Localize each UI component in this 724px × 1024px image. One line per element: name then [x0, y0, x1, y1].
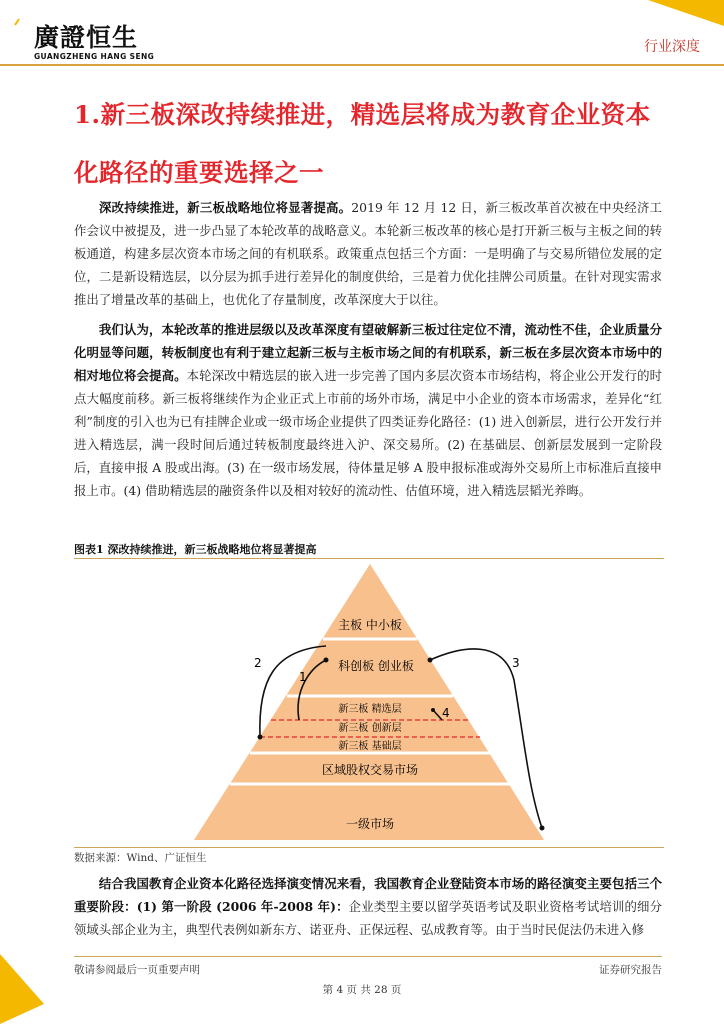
layer-label-innovation-tier: 新三板 创新层 — [338, 723, 402, 734]
figure-title: 图表1 深改持续推进，新三板战略地位将显著提高 — [74, 543, 317, 556]
brand-logo-cn: 廣證恒生 — [34, 23, 139, 52]
logo-mark-icon — [14, 18, 22, 26]
layer-label-select-tier: 新三板 精选层 — [338, 704, 402, 715]
paragraph-2 — [74, 318, 662, 502]
path-label-4: 4 — [442, 706, 450, 720]
report-type-label: 行业深度 — [644, 39, 700, 55]
layer-label-star-chinext: 科创板 创业板 — [338, 659, 414, 673]
paragraph-3 — [74, 872, 662, 941]
path-dot-2 — [258, 735, 263, 740]
header-divider — [0, 64, 724, 66]
paragraph-2-lead: 我们认为，本轮改革的推进层级以及改革深度有望破解新三板过往定位不清，流动性不佳，企业质量分化明显等问题，转板制度也有利于建立起新三板与主板市场之间的有机联系，新三板在多层次资本市场中的相对地位将会提高。 — [74, 322, 662, 383]
layer-label-basic-tier: 新三板 基础层 — [338, 741, 402, 752]
pyramid-body — [194, 564, 544, 840]
figure-source: 数据来源：Wind、广证恒生 — [74, 852, 207, 864]
paragraph-1 — [74, 196, 662, 311]
brand-logo-en: GUANGZHENG HANG SENG — [34, 52, 155, 61]
path-dot-4 — [431, 708, 435, 712]
footer-report-label: 证券研究报告 — [599, 964, 662, 976]
paragraph-3-lead: 结合我国教育企业资本化路径选择演变情况来看，我国教育企业登陆资本市场的路径演变主要包括三个重要阶段：(1) 第一阶段 (2006 年-2008 年)： — [74, 876, 662, 914]
path-label-2: 2 — [254, 656, 262, 670]
layer-label-primary-market: 一级市场 — [345, 817, 395, 831]
path-label-1: 1 — [299, 670, 307, 684]
layer-label-regional-market: 区域股权交易市场 — [321, 763, 419, 777]
pyramid-diagram — [74, 560, 664, 846]
section-title: 1.新三板深改持续推进，精选层将成为教育企业资本化路径的重要选择之一 — [74, 100, 651, 187]
footer-disclaimer: 敬请参阅最后一页重要声明 — [74, 964, 200, 976]
paragraph-1-text: 2019 年 12 月 12 日，新三板改革首次被在中央经济工作会议中被提及，进一步凸显了本轮改革的战略意义。本轮新三板改革的核心是打开新三板与主板之间的转板通道，构建多层次资本市场之间的有机联系。政策重点包括三个方面：一是明确了与交易所错位发展的定位，二是新设精选层，以分层为抓手进行差异化的制度供给，三是着力优化挂牌公司质量。在针对现实需求推出了增量改革的基础上，也优化了存量制度，改革深度大于以往。 — [74, 200, 663, 307]
path-dot-3b — [540, 826, 545, 831]
figure-bottom-rule — [74, 847, 664, 848]
corner-decoration-bottom-icon — [0, 934, 44, 1024]
path-label-3: 3 — [512, 656, 520, 670]
paragraph-1-lead: 深改持续推进，新三板战略地位将显著提高。 — [98, 200, 352, 215]
footer-divider — [74, 956, 662, 957]
page-number: 第 4 页 共 28 页 — [322, 984, 402, 996]
path-dot-1 — [324, 658, 329, 663]
layer-label-main-board: 主板 中小板 — [338, 618, 402, 632]
paragraph-2-text: 本轮深改中精选层的嵌入进一步完善了国内多层次资本市场结构，将企业公开发行的时点大幅度前移。新三板将继续作为企业正式上市前的场外市场，满足中小企业的资本市场需求，差异化“红利”制度的引入也为已有挂牌企业或一级市场企业提供了四类证券化路径：(1) 进入创新层，进行公开发行并进入精选层，满一段时间后通过转板制度最终进入沪、深交易所。(2) 在基础层、创新层发展到一定阶段后，直接申报 A 股或出海。(3) 在一级市场发展，待体量足够 A 股申报标准或海外交易所上市标准后直接申报上市。(4) 借助精选层的融资条件以及相对较好的流动性、估值环境，进入精选层韬光养晦。 — [74, 368, 663, 498]
figure-top-rule — [74, 558, 664, 559]
paragraph-3-text: 企业类型主要以留学英语考试及职业资格考试培训的细分领域头部企业为主，典型代表例如新东方、诺亚舟、正保远程、弘成教育等。由于当时民促法仍未进入修 — [74, 899, 662, 937]
path-dot-3a — [428, 658, 433, 663]
